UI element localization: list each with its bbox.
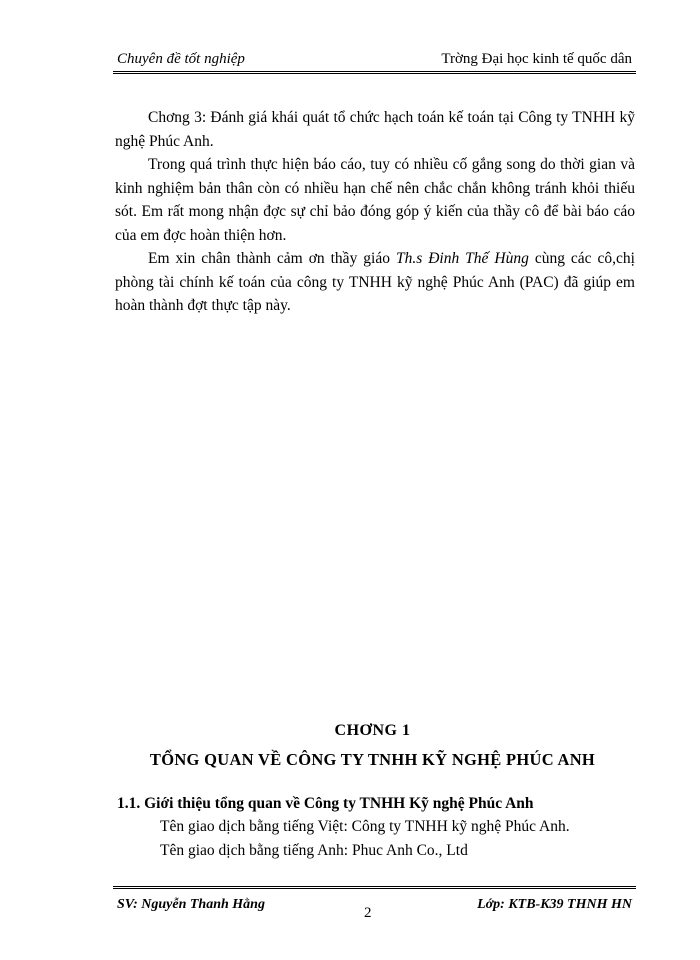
footer-class: Lớp: KTB-K39 THNH HN [477,897,632,912]
header-right-text: Trờng Đại học kinh tế quốc dân [441,51,632,67]
english-name-line: Tên giao dịch bằng tiếng Anh: Phuc Anh Co., Ltd [160,842,468,859]
paragraph-chapter-3: Chơng 3: Đánh giá khái quát tổ chức hạch toán kế toán tại Công ty TNHH kỹ nghệ Phúc Anh. [115,109,635,150]
page-header [113,49,636,74]
acknowledgement-after: cùng các cô,chị phòng tài chính kế toán của công ty TNHH kỹ nghệ Phúc Anh (PAC) đã giúp em hoàn thành đợt thực tập này. [115,250,635,314]
footer-student: SV: Nguyễn Thanh Hằng [117,897,265,912]
acknowledgement-before: Em xin chân thành cảm ơn thầy giáo [148,250,396,267]
advisor-name: Th.s Đinh Thế Hùng [395,250,529,267]
vietnamese-name-line: Tên giao dịch bằng tiếng Việt: Công ty TNHH kỹ nghệ Phúc Anh. [160,818,570,835]
page-number: 2 [364,905,372,921]
body-text [115,106,635,318]
footer-rule [113,886,636,889]
header-left-text: Chuyên đề tốt nghiệp [117,51,245,67]
paragraph-acknowledgement [115,247,635,318]
chapter-number: CHƠNG 1 [334,722,411,739]
chapter-title: TỔNG QUAN VỀ CÔNG TY TNHH KỸ NGHỆ PHÚC ANH [149,750,596,769]
paragraph-limitations: Trong quá trình thực hiện báo cáo, tuy có nhiều cố gắng song do thời gian và kinh nghiệm bản thân còn có nhiều hạn chế nên chắc chắn không tránh khỏi thiếu sót. Em rất mong nhận đợc sự chỉ bảo đóng góp ý kiến của thầy cô để bài báo cáo của em đợc hoàn thiện hơn. [115,156,635,244]
section-heading: 1.1. Giới thiệu tổng quan về Công ty TNHH Kỹ nghệ Phúc Anh [117,795,534,812]
